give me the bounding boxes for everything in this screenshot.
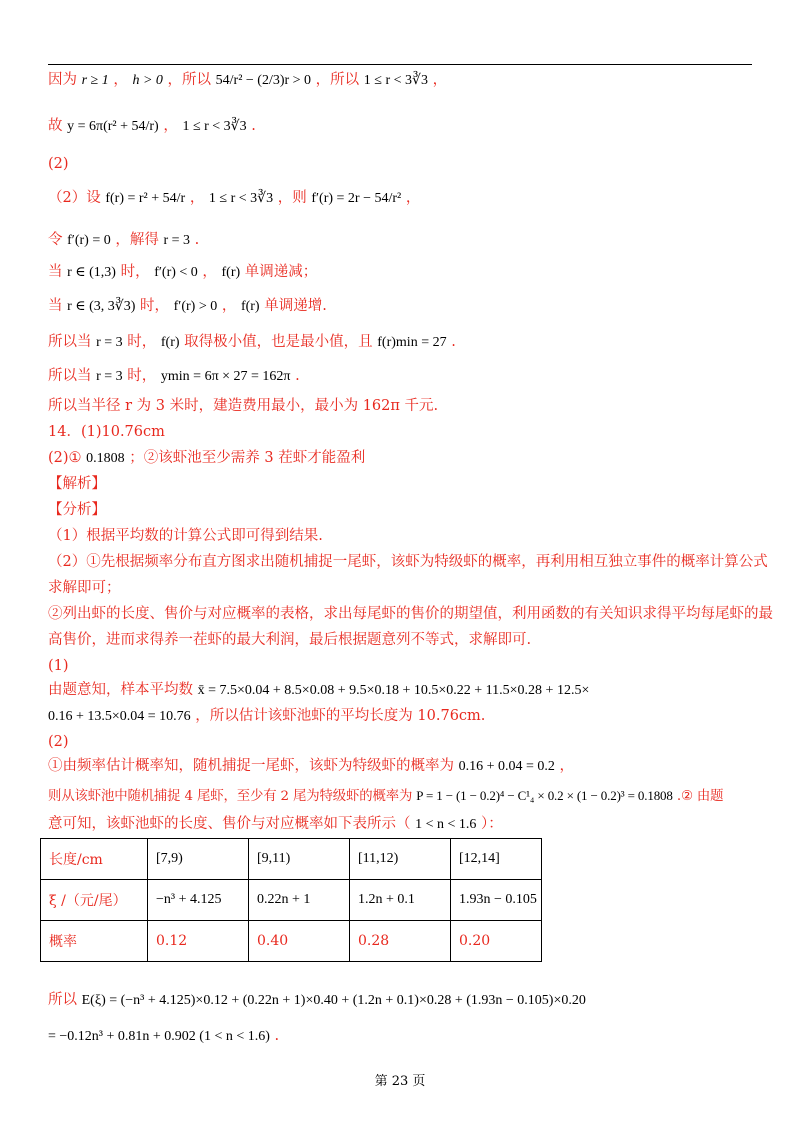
table-header-cell: [11,12) <box>350 839 451 880</box>
text: 所以当 <box>48 368 92 384</box>
text: 时， <box>120 264 150 280</box>
text: ，解得 <box>115 232 159 248</box>
line-4 <box>48 188 420 209</box>
math: 0.16 + 0.04 = 0.2 <box>458 759 555 774</box>
line-6 <box>48 262 317 283</box>
table-cell: 1.2n + 0.1 <box>350 880 451 921</box>
line-7 <box>48 296 327 317</box>
text: 当 <box>48 264 63 280</box>
line-5 <box>48 230 199 251</box>
math: 1 ≤ r < 3∛3 <box>363 73 428 88</box>
analysis-line-4: ②列出虾的长度、售价与对应概率的表格，求出每尾虾的售价的期望值，利用函数的有关知识求得平均每尾虾的最 <box>48 606 773 622</box>
math: f′(r) = 0 <box>67 233 111 248</box>
text: . <box>295 368 300 384</box>
text: ， <box>432 72 448 88</box>
heading-jiexi: 【解析】 <box>48 476 106 492</box>
math: x̄ = 7.5×0.04 + 8.5×0.08 + 9.5×0.18 + 10.5×0.22 + 11.5×0.28 + 12.5× <box>197 683 590 698</box>
text: ， <box>113 72 128 88</box>
math: 1 ≤ r < 3∛3 <box>208 191 274 206</box>
text: 当 <box>48 298 63 314</box>
math: f(r) <box>221 265 241 280</box>
table-row-label: ξ /（元/尾） <box>41 880 148 921</box>
text: ）： <box>481 816 503 832</box>
math: f′(r) = 2r − 54/r² <box>311 191 402 206</box>
line-8 <box>48 332 456 353</box>
math: f′(r) > 0 <box>173 299 218 314</box>
line-2 <box>48 116 256 137</box>
math: 0.1808 <box>86 451 125 466</box>
section-label: (2) <box>48 734 69 750</box>
table-header-cell: [7,9) <box>148 839 249 880</box>
prob-line-2 <box>48 786 723 807</box>
text: ，所以估计该虾池虾的平均长度为 10.76cm. <box>195 708 486 724</box>
text: ，所以 <box>315 72 360 88</box>
table-row <box>41 839 542 880</box>
answer-14-1: 14．(1)10.76cm <box>48 424 165 440</box>
math: 1 < n < 1.6 <box>415 817 477 832</box>
math: f′(r) < 0 <box>154 265 198 280</box>
table-cell: 0.22n + 1 <box>249 880 350 921</box>
table-cell: 0.28 <box>350 921 451 962</box>
text: ， <box>221 298 237 314</box>
table-header-cell: 长度/cm <box>41 839 148 880</box>
expectation-line-2 <box>48 1026 279 1047</box>
mean-line-1 <box>48 680 589 701</box>
heading-fenxi: 【分析】 <box>48 502 106 518</box>
text: . <box>194 232 200 248</box>
math: r = 3 <box>163 233 190 248</box>
text: 因为 <box>48 72 77 88</box>
math: r = 3 <box>96 335 123 350</box>
text: ， <box>163 118 178 134</box>
text: ， <box>405 190 421 206</box>
text: ， <box>559 758 575 774</box>
math: f(r)min = 27 <box>377 335 447 350</box>
text: 取得极小值，也是最小值，且 <box>184 334 373 350</box>
math: = −0.12n³ + 0.81n + 0.902 (1 < n < 1.6) <box>48 1029 270 1044</box>
math: y = 6π(r² + 54/r) <box>67 119 159 134</box>
text: 意可知，该虾池虾的长度、售价与对应概率如下表所示（ <box>48 816 411 832</box>
section-label: (2) <box>48 156 69 172</box>
text: 由题意知，样本平均数 <box>48 682 193 698</box>
math: f(r) = r² + 54/r <box>105 191 186 206</box>
math: 54/r² − (2/3)r > 0 <box>215 73 312 88</box>
table-intro <box>48 814 503 835</box>
math: P = 1 − (1 − 0.2)⁴ − C¹₄ × 0.2 × (1 − 0.2)³ = 0.1808 <box>416 788 673 803</box>
table-cell: 0.12 <box>148 921 249 962</box>
text: 所以当 <box>48 334 92 350</box>
table-row <box>41 921 542 962</box>
math: r ≥ 1 <box>81 73 109 88</box>
math: f(r) <box>160 335 180 350</box>
table-header-cell: [9,11) <box>249 839 350 880</box>
table-cell: −n³ + 4.125 <box>148 880 249 921</box>
math: f(r) <box>240 299 260 314</box>
expectation-line-1 <box>48 990 586 1011</box>
text: 时， <box>140 298 169 314</box>
section-label: (1) <box>48 658 69 674</box>
text: ， <box>189 190 205 206</box>
analysis-line-3: 求解即可； <box>48 580 121 596</box>
text: . <box>251 118 256 134</box>
text: ， <box>202 264 217 280</box>
text: 时， <box>127 368 157 384</box>
text: . <box>451 334 456 350</box>
page-top-rule <box>48 64 752 65</box>
text: 令 <box>48 232 63 248</box>
analysis-line-5: 高售价，进而求得养一茬虾的最大利润，最后根据题意列不等式，求解即可. <box>48 632 532 648</box>
table-header-cell: [12,14] <box>451 839 542 880</box>
text: 则从该虾池中随机捕捉 4 尾虾，至少有 2 尾为特级虾的概率为 <box>48 789 413 804</box>
table-cell: 1.93n − 0.105 <box>451 880 542 921</box>
line-1 <box>48 70 447 91</box>
text: ①由频率估计概率知，随机捕捉一尾虾，该虾为特级虾的概率为 <box>48 758 454 774</box>
text: 单调递增. <box>264 298 327 314</box>
math: 0.16 + 13.5×0.04 = 10.76 <box>48 709 191 724</box>
page-number: 第 23 页 <box>374 1074 426 1089</box>
text: (2)① <box>48 450 82 466</box>
mean-line-2 <box>48 706 485 727</box>
text: ，所以 <box>167 72 212 88</box>
text: （2）设 <box>48 190 101 206</box>
text: 所以 <box>48 992 77 1008</box>
line-9 <box>48 366 300 387</box>
text: ；②该虾池至少需养 3 茬虾才能盈利 <box>129 450 366 466</box>
math: r ∈ (3, 3∛3) <box>67 299 136 314</box>
math: ymin = 6π × 27 = 162π <box>160 369 291 384</box>
math: r ∈ (1,3) <box>67 265 116 280</box>
text: 时， <box>127 334 157 350</box>
table-row-label: 概率 <box>41 921 148 962</box>
answer-14-2 <box>48 448 365 469</box>
text: 故 <box>48 118 63 134</box>
price-probability-table <box>40 838 542 962</box>
math: h > 0 <box>132 73 163 88</box>
table-row <box>41 880 542 921</box>
analysis-line-1: （1）根据平均数的计算公式即可得到结果. <box>48 528 323 544</box>
text: . <box>274 1028 280 1044</box>
prob-line-1 <box>48 756 574 777</box>
text: ，则 <box>277 190 307 206</box>
text: 单调递减； <box>244 264 318 280</box>
analysis-line-2: （2）①先根据频率分布直方图求出随机捕捉一尾虾，该虾为特级虾的概率，再利用相互独立事件的概率计算公式 <box>48 554 768 570</box>
math: 1 ≤ r < 3∛3 <box>182 119 247 134</box>
conclusion-line: 所以当半径 r 为 3 米时，建造费用最小，最小为 162π 千元. <box>48 398 439 414</box>
table-cell: 0.20 <box>451 921 542 962</box>
table-cell: 0.40 <box>249 921 350 962</box>
text: .② 由题 <box>676 789 724 804</box>
math: E(ξ) = (−n³ + 4.125)×0.12 + (0.22n + 1)×0.40 + (1.2n + 0.1)×0.28 + (1.93n − 0.105)×0.20 <box>81 993 586 1008</box>
math: r = 3 <box>96 369 123 384</box>
